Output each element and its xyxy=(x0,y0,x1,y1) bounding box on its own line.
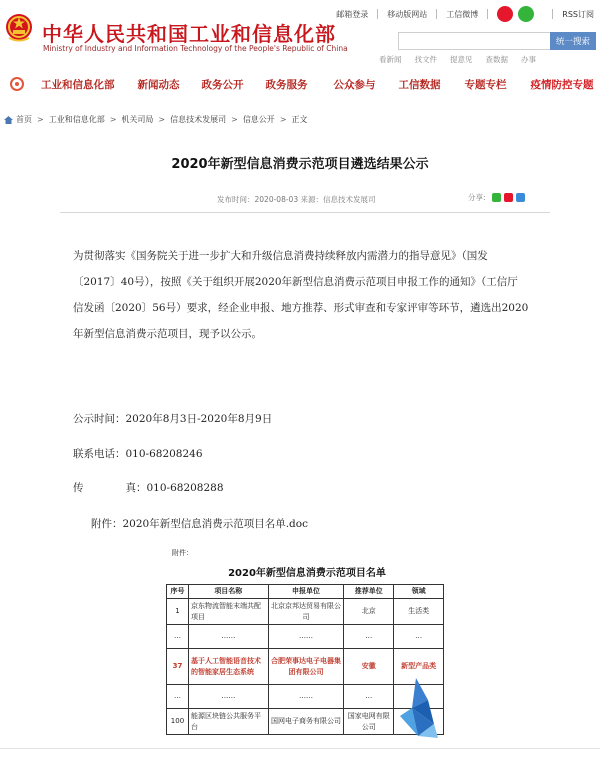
table-cell: 安徽 xyxy=(344,649,394,685)
national-emblem-icon[interactable] xyxy=(4,12,34,44)
rss-link[interactable]: RSS订阅 xyxy=(562,9,594,19)
site-header xyxy=(0,0,600,62)
nav-item-gov-info[interactable]: 政务公开 xyxy=(201,78,244,91)
nav-item-news[interactable]: 新闻动态 xyxy=(137,78,180,91)
table-cell: 新型产品类 xyxy=(394,649,444,685)
nav-item-gov-services[interactable]: 政务服务 xyxy=(265,78,308,91)
weibo-link[interactable]: 工信微博 xyxy=(446,9,479,19)
table-header: 领域 xyxy=(394,585,444,599)
breadcrumb-separator: > xyxy=(37,115,44,124)
table-cell: 北京 xyxy=(344,599,394,625)
body-line: 信发函〔2020〕56号）要求，经企业申报、地方推荐、形式审查和专家评审等环节，遴选出2020 xyxy=(73,302,529,314)
divider xyxy=(436,9,437,19)
weibo-icon[interactable] xyxy=(497,6,513,22)
table-cell: …… xyxy=(268,625,344,649)
qq-share-icon[interactable] xyxy=(516,193,525,202)
table-cell: 京东物流智能末端共配项目 xyxy=(188,599,268,625)
table-cell: 37 xyxy=(167,649,189,685)
share-bar xyxy=(468,192,528,203)
table-cell: … xyxy=(344,685,394,709)
body-line: 为贯彻落实《国务院关于进一步扩大和升级信息消费持续释放内需潜力的指导意见》（国发 xyxy=(73,250,488,262)
table-cell: 能源区块链公共服务平台 xyxy=(188,709,268,735)
breadcrumb-current: 正文 xyxy=(291,115,308,124)
table-cell: 北京京邦达贸易有限公司 xyxy=(268,599,344,625)
title-divider xyxy=(60,212,550,213)
nav-item-data[interactable]: 工信数据 xyxy=(398,78,441,91)
contact-fax: 传 真：010-68208288 xyxy=(73,482,224,494)
divider xyxy=(552,9,553,19)
table-cell: …… xyxy=(268,685,344,709)
divider xyxy=(487,9,488,19)
nav-item-epidemic[interactable]: 疫情防控专题 xyxy=(530,78,594,91)
breadcrumb xyxy=(4,114,308,125)
page-bottom-divider xyxy=(0,748,600,749)
quick-link-data[interactable]: 查数据 xyxy=(485,55,508,64)
weibo-share-icon[interactable] xyxy=(504,193,513,202)
quick-link-news[interactable]: 看新闻 xyxy=(379,55,402,64)
nav-item-public-participation[interactable]: 公众参与 xyxy=(333,78,376,91)
attachment-link[interactable]: 附件：2020年新型信息消费示范项目名单.doc xyxy=(91,518,308,530)
nav-item-ministry[interactable]: 工业和信息化部 xyxy=(41,78,115,91)
mail-login-link[interactable]: 邮箱登录 xyxy=(336,9,369,19)
quick-link-services[interactable]: 办事 xyxy=(521,55,536,64)
share-label: 分享: xyxy=(468,193,486,202)
breadcrumb-home[interactable]: 首页 xyxy=(16,115,32,124)
wechat-icon[interactable] xyxy=(518,6,534,22)
table-cell: 1 xyxy=(167,599,189,625)
nav-logo-icon[interactable] xyxy=(10,77,24,91)
breadcrumb-ministry[interactable]: 工业和信息化部 xyxy=(48,115,105,124)
table-cell: 100 xyxy=(167,709,189,735)
table-cell: …… xyxy=(188,685,268,709)
quick-links xyxy=(379,54,536,65)
contact-phone: 联系电话：010-68208246 xyxy=(73,448,203,460)
search-bar xyxy=(398,32,596,50)
table-cell: … xyxy=(344,625,394,649)
table-cell: 国家电网有限公司 xyxy=(344,709,394,735)
quick-link-files[interactable]: 找文件 xyxy=(414,55,437,64)
breadcrumb-separator: > xyxy=(158,115,166,124)
table-header: 推荐单位 xyxy=(344,585,394,599)
breadcrumb-departments[interactable]: 机关司局 xyxy=(121,115,154,124)
attachment-preview-image xyxy=(166,548,448,743)
table-row xyxy=(167,625,444,649)
breadcrumb-info-disclosure[interactable]: 信息公开 xyxy=(242,115,275,124)
table-cell: … xyxy=(394,625,444,649)
site-name-en: Ministry of Industry and Information Technology of the People's Republic of China xyxy=(43,44,348,53)
table-cell: … xyxy=(167,625,189,649)
table-cell: … xyxy=(167,685,189,709)
table-title: 2020年新型信息消费示范项目名单 xyxy=(228,568,386,579)
attachment-note: 附件： xyxy=(172,549,193,557)
search-button[interactable]: 统一搜索 xyxy=(550,32,596,50)
table-header-row xyxy=(167,585,444,599)
mobile-site-link[interactable]: 移动版网站 xyxy=(387,9,428,19)
main-nav xyxy=(0,74,600,94)
table-cell: 国网电子商务有限公司 xyxy=(268,709,344,735)
article-body xyxy=(73,243,550,347)
breadcrumb-separator: > xyxy=(109,115,117,124)
table-row xyxy=(167,599,444,625)
site-name-cn[interactable]: 中华人民共和国工业和信息化部 xyxy=(42,22,336,46)
table-header: 申报单位 xyxy=(268,585,344,599)
nav-item-topics[interactable]: 专题专栏 xyxy=(464,78,507,91)
publicity-time: 公示时间：2020年8月3日-2020年8月9日 xyxy=(73,413,273,425)
breadcrumb-separator: > xyxy=(279,115,287,124)
table-header: 序号 xyxy=(167,585,189,599)
breadcrumb-it-dept[interactable]: 信息技术发展司 xyxy=(170,115,227,124)
article-title: 2020年新型信息消费示范项目遴选结果公示 xyxy=(171,157,429,172)
table-cell: 合肥荣事达电子电器集团有限公司 xyxy=(268,649,344,685)
table-cell: …… xyxy=(188,625,268,649)
article-meta: 发布时间：2020-08-03 来源：信息技术发展司 xyxy=(217,195,376,204)
body-line: 年新型信息消费示范项目，现予以公示。 xyxy=(73,328,262,340)
home-icon[interactable] xyxy=(4,116,13,124)
wechat-share-icon[interactable] xyxy=(492,193,501,202)
top-links xyxy=(336,6,594,22)
table-cell: 基于人工智能语音技术的智能家居生态系统 xyxy=(188,649,268,685)
table-cell: 生活类 xyxy=(394,599,444,625)
table-header: 项目名称 xyxy=(188,585,268,599)
blue-crystal-decoration-icon xyxy=(394,678,444,740)
breadcrumb-separator: > xyxy=(231,115,238,124)
search-input[interactable] xyxy=(398,32,550,50)
divider xyxy=(377,9,378,19)
quick-link-feedback[interactable]: 提意见 xyxy=(450,55,473,64)
body-line: 〔2017〕40号），按照《关于组织开展2020年新型信息消费示范项目申报工作的通知》（工信厅 xyxy=(73,276,518,288)
